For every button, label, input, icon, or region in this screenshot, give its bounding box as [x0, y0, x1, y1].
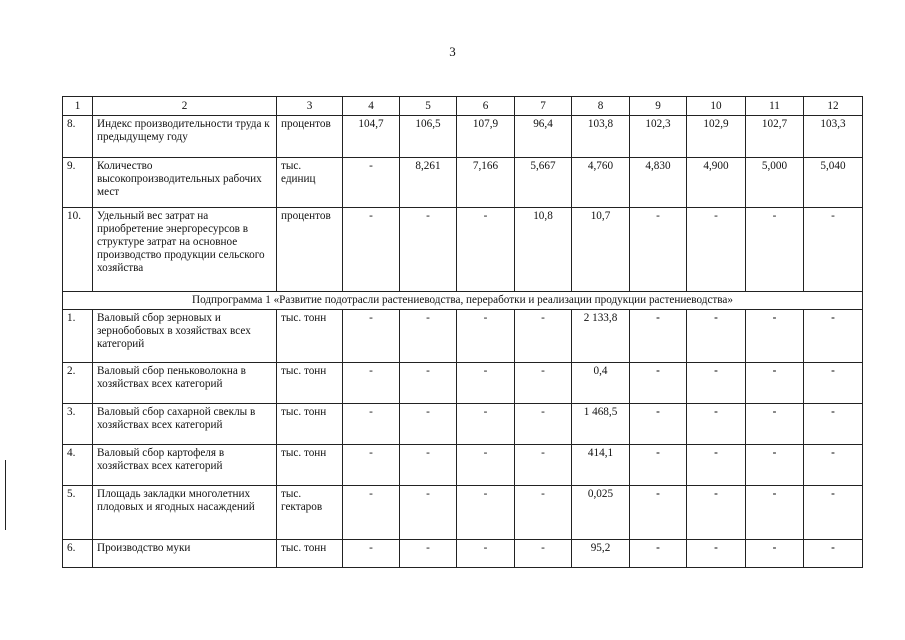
value-cell: 7,166	[457, 158, 515, 208]
unit-cell: процентов	[277, 208, 343, 292]
value-cell: -	[343, 486, 400, 540]
value-cell: -	[630, 363, 687, 404]
margin-line	[5, 460, 6, 530]
section-title: Подпрограмма 1 «Развитие подотрасли растениеводства, переработки и реализации продукции растениеводства»	[63, 292, 863, 310]
indicator-name: Производство муки	[93, 540, 277, 568]
value-cell: 107,9	[457, 116, 515, 158]
column-header: 11	[746, 97, 804, 116]
value-cell: -	[400, 540, 457, 568]
value-cell: -	[400, 363, 457, 404]
value-cell: -	[630, 445, 687, 486]
value-cell: -	[804, 363, 863, 404]
column-header: 3	[277, 97, 343, 116]
row-number: 9.	[63, 158, 93, 208]
value-cell: -	[687, 404, 746, 445]
value-cell: -	[630, 486, 687, 540]
value-cell: 8,261	[400, 158, 457, 208]
value-cell: -	[400, 486, 457, 540]
value-cell: -	[457, 208, 515, 292]
value-cell: 0,4	[572, 363, 630, 404]
value-cell: -	[746, 310, 804, 363]
value-cell: 0,025	[572, 486, 630, 540]
value-cell: -	[457, 445, 515, 486]
value-cell: -	[515, 363, 572, 404]
column-header: 8	[572, 97, 630, 116]
indicator-name: Валовый сбор зерновых и зернобобовых в хозяйствах всех категорий	[93, 310, 277, 363]
column-header: 12	[804, 97, 863, 116]
row-number: 6.	[63, 540, 93, 568]
value-cell: -	[457, 540, 515, 568]
page-number: 3	[449, 44, 456, 59]
row-number: 2.	[63, 363, 93, 404]
value-cell: -	[515, 445, 572, 486]
value-cell: 103,8	[572, 116, 630, 158]
value-cell: 414,1	[572, 445, 630, 486]
table-row	[63, 486, 863, 540]
value-cell: -	[746, 540, 804, 568]
unit-cell: тыс. тонн	[277, 404, 343, 445]
value-cell: -	[804, 486, 863, 540]
column-header: 7	[515, 97, 572, 116]
value-cell: -	[746, 363, 804, 404]
value-cell: 4,760	[572, 158, 630, 208]
value-cell: 104,7	[343, 116, 400, 158]
table-row	[63, 208, 863, 292]
value-cell: -	[746, 445, 804, 486]
column-header: 10	[687, 97, 746, 116]
value-cell: -	[630, 404, 687, 445]
value-cell: -	[687, 208, 746, 292]
value-cell: -	[687, 363, 746, 404]
value-cell: -	[746, 404, 804, 445]
value-cell: -	[343, 445, 400, 486]
value-cell: -	[400, 445, 457, 486]
value-cell: 4,900	[687, 158, 746, 208]
value-cell: 1 468,5	[572, 404, 630, 445]
value-cell: 96,4	[515, 116, 572, 158]
value-cell: -	[515, 540, 572, 568]
table-row	[63, 404, 863, 445]
indicator-name: Удельный вес затрат на приобретение энергоресурсов в структуре затрат на основное производство продукции сельского хозяйства	[93, 208, 277, 292]
value-cell: 5,667	[515, 158, 572, 208]
value-cell: 102,3	[630, 116, 687, 158]
value-cell: 95,2	[572, 540, 630, 568]
value-cell: -	[457, 404, 515, 445]
row-number: 3.	[63, 404, 93, 445]
row-number: 5.	[63, 486, 93, 540]
value-cell: 4,830	[630, 158, 687, 208]
table-row	[63, 158, 863, 208]
value-cell: -	[804, 310, 863, 363]
value-cell: -	[630, 540, 687, 568]
value-cell: 102,7	[746, 116, 804, 158]
row-number: 10.	[63, 208, 93, 292]
value-cell: 5,040	[804, 158, 863, 208]
value-cell: -	[515, 486, 572, 540]
indicator-name: Валовый сбор пеньковолокна в хозяйствах всех категорий	[93, 363, 277, 404]
indicators-table	[62, 96, 863, 568]
indicator-name: Валовый сбор картофеля в хозяйствах всех категорий	[93, 445, 277, 486]
table-row	[63, 310, 863, 363]
value-cell: -	[515, 404, 572, 445]
value-cell: -	[343, 310, 400, 363]
unit-cell: тыс. единиц	[277, 158, 343, 208]
indicator-name: Валовый сбор сахарной свеклы в хозяйствах всех категорий	[93, 404, 277, 445]
value-cell: 10,8	[515, 208, 572, 292]
value-cell: 10,7	[572, 208, 630, 292]
value-cell: -	[746, 486, 804, 540]
value-cell: -	[630, 208, 687, 292]
indicator-name: Площадь закладки многолетних плодовых и ягодных насаждений	[93, 486, 277, 540]
column-header: 4	[343, 97, 400, 116]
table-row	[63, 116, 863, 158]
row-number: 4.	[63, 445, 93, 486]
value-cell: -	[630, 310, 687, 363]
value-cell: -	[400, 208, 457, 292]
value-cell: -	[687, 310, 746, 363]
value-cell: -	[457, 310, 515, 363]
table-row	[63, 540, 863, 568]
value-cell: -	[804, 445, 863, 486]
value-cell: -	[687, 445, 746, 486]
column-header: 2	[93, 97, 277, 116]
value-cell: -	[343, 158, 400, 208]
row-number: 1.	[63, 310, 93, 363]
indicator-name: Количество высокопроизводительных рабочих мест	[93, 158, 277, 208]
row-number: 8.	[63, 116, 93, 158]
value-cell: -	[687, 486, 746, 540]
indicator-name: Индекс производительности труда к предыдущему году	[93, 116, 277, 158]
value-cell: -	[343, 363, 400, 404]
value-cell: 106,5	[400, 116, 457, 158]
value-cell: 2 133,8	[572, 310, 630, 363]
column-header: 5	[400, 97, 457, 116]
value-cell: -	[400, 310, 457, 363]
unit-cell: тыс. гектаров	[277, 486, 343, 540]
table-row	[63, 363, 863, 404]
value-cell: 102,9	[687, 116, 746, 158]
column-header: 6	[457, 97, 515, 116]
column-header: 1	[63, 97, 93, 116]
unit-cell: тыс. тонн	[277, 363, 343, 404]
table-row	[63, 445, 863, 486]
value-cell: 103,3	[804, 116, 863, 158]
value-cell: -	[457, 486, 515, 540]
value-cell: -	[746, 208, 804, 292]
value-cell: -	[343, 208, 400, 292]
header-row	[63, 97, 863, 116]
value-cell: -	[515, 310, 572, 363]
value-cell: -	[343, 540, 400, 568]
value-cell: -	[804, 208, 863, 292]
unit-cell: тыс. тонн	[277, 445, 343, 486]
unit-cell: тыс. тонн	[277, 540, 343, 568]
value-cell: 5,000	[746, 158, 804, 208]
section-row	[63, 292, 863, 310]
column-header: 9	[630, 97, 687, 116]
unit-cell: тыс. тонн	[277, 310, 343, 363]
value-cell: -	[687, 540, 746, 568]
value-cell: -	[457, 363, 515, 404]
unit-cell: процентов	[277, 116, 343, 158]
value-cell: -	[804, 404, 863, 445]
value-cell: -	[400, 404, 457, 445]
value-cell: -	[343, 404, 400, 445]
value-cell: -	[804, 540, 863, 568]
